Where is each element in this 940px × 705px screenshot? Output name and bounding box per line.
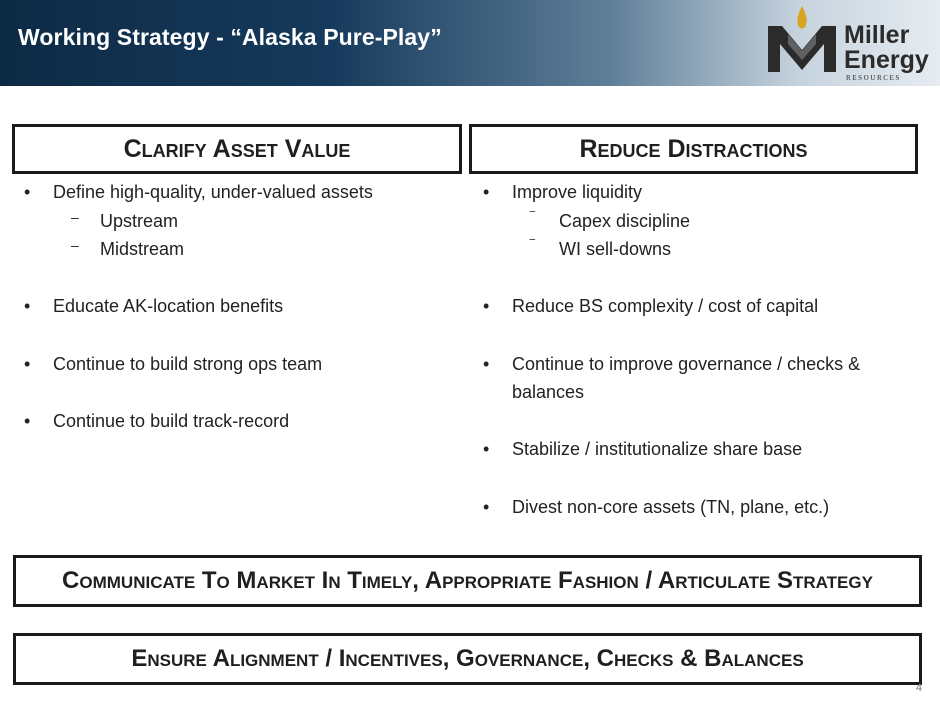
list-item xyxy=(24,407,464,436)
reduce-distractions-list xyxy=(483,178,923,521)
communicate-banner xyxy=(13,555,922,607)
clarify-asset-value-heading: Clarify Asset Value xyxy=(123,134,351,163)
reduce-distractions-heading: Reduce Distractions xyxy=(579,134,808,163)
list-item xyxy=(483,350,923,407)
bullet-icon: • xyxy=(24,182,31,202)
page-number: 4 xyxy=(915,682,922,694)
logo-text-energy: Energy xyxy=(844,46,929,74)
dash-icon: – xyxy=(71,208,79,225)
list-item-text: Continue to build track-record xyxy=(53,410,290,431)
dash-icon: ‾ xyxy=(530,208,535,225)
bullet-icon: • xyxy=(24,410,31,431)
sub-list-item-text: Capex discipline xyxy=(559,210,691,231)
dash-icon: – xyxy=(71,237,79,254)
list-item-text: Continue to build strong ops team xyxy=(53,353,323,374)
list-item-text: Divest non-core assets (TN, plane, etc.) xyxy=(512,496,830,517)
miller-energy-m-flame-logo-icon xyxy=(766,4,846,84)
bullet-icon: • xyxy=(483,496,490,517)
communicate-banner-text: Communicate To Market In Timely, Appropriate Fashion / Articulate Strategy xyxy=(62,567,873,594)
list-item xyxy=(483,493,923,522)
bullet-icon: • xyxy=(483,182,490,202)
clarify-asset-value-heading-box xyxy=(12,124,462,174)
sub-list-item-text: WI sell-downs xyxy=(559,239,672,260)
logo-text-miller: Miller xyxy=(844,21,910,49)
slide-title: Working Strategy - “Alaska Pure-Play” xyxy=(18,24,442,50)
list-item-text: Continue to improve governance / checks & balances xyxy=(512,353,861,403)
sub-list-item xyxy=(24,207,464,236)
sub-list-item-text: Midstream xyxy=(100,239,185,260)
bullet-icon: • xyxy=(483,439,490,460)
clarify-asset-value-list xyxy=(24,178,464,435)
sub-list-item xyxy=(483,235,923,264)
list-item xyxy=(24,178,464,207)
alignment-banner xyxy=(13,633,922,685)
company-logo xyxy=(766,4,938,84)
list-item xyxy=(483,292,923,321)
sub-list-item-text: Upstream xyxy=(100,210,179,231)
bullet-icon: • xyxy=(483,353,490,374)
list-item xyxy=(483,435,923,464)
logo-text-resources: RESOURCES xyxy=(846,74,901,82)
sub-list-item xyxy=(24,235,464,264)
header-band xyxy=(0,0,940,86)
list-item-text: Educate AK-location benefits xyxy=(53,296,284,317)
bullet-icon: • xyxy=(24,353,31,374)
list-item xyxy=(24,292,464,321)
bullet-icon: • xyxy=(483,296,490,317)
list-item xyxy=(483,178,923,207)
sub-list-item xyxy=(483,207,923,236)
list-item-text: Improve liquidity xyxy=(512,182,643,202)
bullet-icon: • xyxy=(24,296,31,317)
list-item-text: Stabilize / institutionalize share base xyxy=(512,439,803,460)
alignment-banner-text: Ensure Alignment / Incentives, Governance, Checks & Balances xyxy=(131,645,804,672)
list-item xyxy=(24,350,464,379)
dash-icon: ‾ xyxy=(530,237,535,254)
list-item-text: Reduce BS complexity / cost of capital xyxy=(512,296,819,317)
list-item-text: Define high-quality, under-valued assets xyxy=(53,182,373,202)
reduce-distractions-heading-box xyxy=(469,124,918,174)
